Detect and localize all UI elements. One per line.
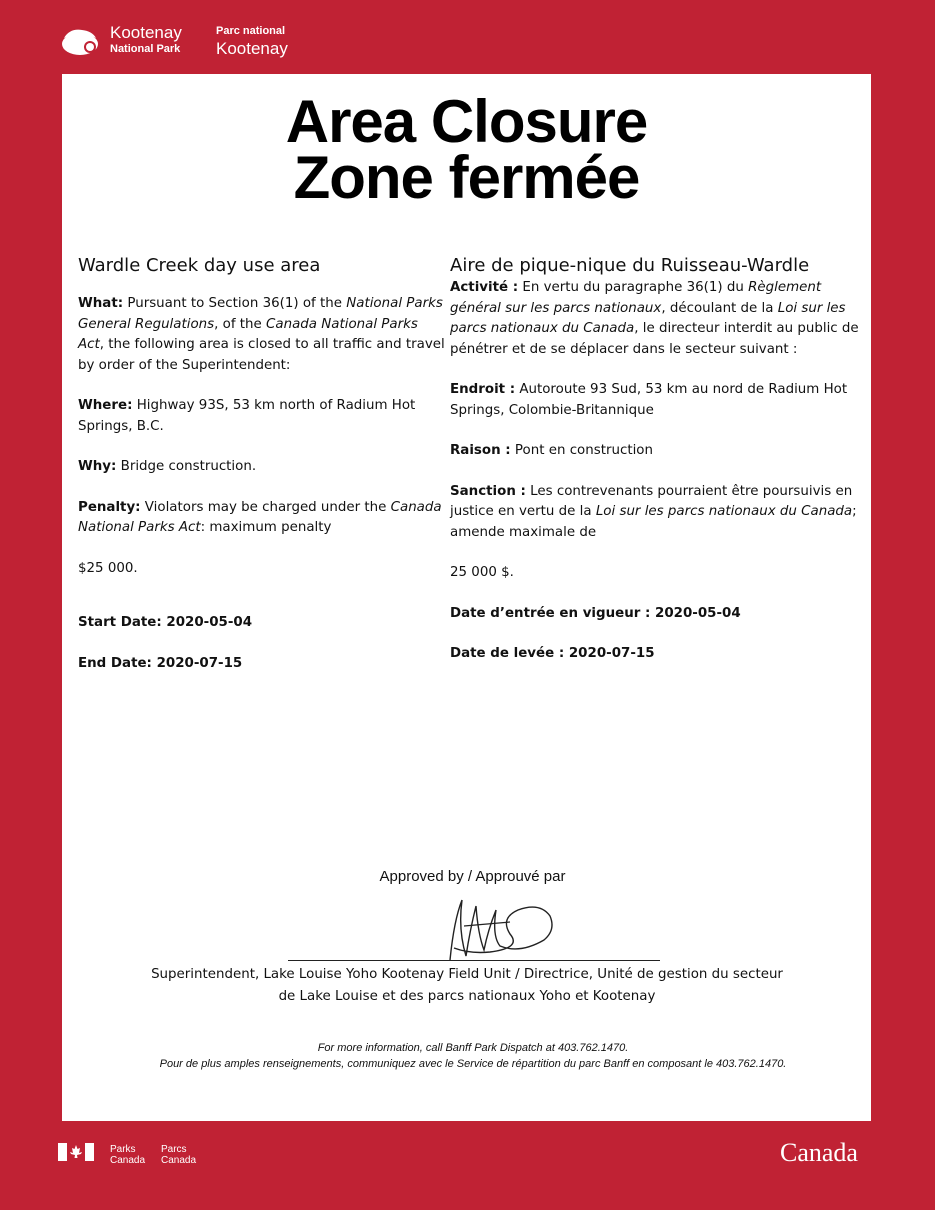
park-en-bottom: National Park xyxy=(110,43,181,55)
english-where xyxy=(78,396,448,437)
french-start-date: Date d’entrée en vigueur : 2020-05-04 xyxy=(450,605,741,621)
activity-text-5: , le directeur interdit au public de pénétrer et de se déplacer dans le secteur suivant : xyxy=(450,321,859,357)
english-penalty xyxy=(78,498,448,539)
park-fr-bottom: Kootenay xyxy=(216,39,288,58)
parks-canada-fr xyxy=(161,1144,196,1166)
activity-label: Activité : xyxy=(450,280,519,295)
parks-en-2: Canada xyxy=(110,1155,146,1166)
parks-en-1: Parks xyxy=(110,1144,136,1155)
notice-title xyxy=(62,88,871,211)
canada-wordmark: Canada xyxy=(780,1138,858,1167)
info-french: Pour de plus amples renseignements, communiquez avec le Service de répartition du parc Banff en composant le 403.762.1470. xyxy=(159,1058,787,1070)
park-name-french xyxy=(216,26,288,57)
park-en-top: Kootenay xyxy=(110,23,182,42)
signature-icon xyxy=(440,890,560,970)
french-column xyxy=(450,254,862,685)
sanction-act: Loi sur les parcs nationaux du Canada xyxy=(595,504,853,519)
raison-label: Raison : xyxy=(450,443,511,458)
english-end-date: End Date: 2020-07-15 xyxy=(78,655,243,671)
approved-by: Approved by / Approuvé par xyxy=(379,868,566,885)
superintendent-line-2: de Lake Louise et des parcs nationaux Yoho et Kootenay xyxy=(278,989,656,1004)
park-fr-top: Parc national xyxy=(216,25,286,37)
english-heading: Wardle Creek day use area xyxy=(78,255,321,276)
parks-fr-2: Canada xyxy=(161,1155,197,1166)
sanction-text-1: Les contrevenants pourraient être poursuivis en justice en vertu de la xyxy=(450,483,853,519)
where-text: Highway 93S, 53 km north of Radium Hot Springs, B.C. xyxy=(78,398,416,434)
parks-canada-en xyxy=(110,1144,145,1166)
activity-text-1: En vertu du paragraphe 36(1) du xyxy=(518,280,749,295)
french-activity xyxy=(450,278,862,360)
title-french: Zone fermée xyxy=(293,144,640,211)
raison-text: Pont en construction xyxy=(510,443,653,458)
english-what xyxy=(78,294,448,376)
french-why xyxy=(450,441,862,462)
activity-text-3: , découlant de la xyxy=(661,300,778,316)
english-column xyxy=(78,254,448,694)
canada-flag-icon xyxy=(58,1143,94,1161)
activity-regulations: Règlement général sur les parcs nationaux xyxy=(450,280,822,316)
signature-line xyxy=(288,960,660,961)
beaver-logo-icon xyxy=(58,24,102,58)
superintendent-line-1: Superintendent, Lake Louise Yoho Kootenay Field Unit / Directrice, Unité de gestion du secteur xyxy=(151,967,783,982)
sanction-label: Sanction : xyxy=(450,483,526,499)
park-name-english xyxy=(110,24,182,55)
what-text-3: , of the xyxy=(214,316,267,332)
french-heading: Aire de pique-nique du Ruisseau-Wardle xyxy=(450,255,810,276)
english-why xyxy=(78,457,448,478)
more-information xyxy=(62,1040,884,1072)
why-text: Bridge construction. xyxy=(116,459,257,474)
french-end-date: Date de levée : 2020-07-15 xyxy=(450,646,655,661)
french-penalty-amount: 25 000 $. xyxy=(450,565,514,580)
penalty-act: Canada National Parks Act xyxy=(78,499,442,535)
title-english: Area Closure xyxy=(285,88,648,155)
superintendent-title xyxy=(62,964,872,1008)
penalty-text-1: Violators may be charged under the xyxy=(140,499,391,515)
french-penalty xyxy=(450,482,862,544)
notice-panel xyxy=(62,74,871,1121)
english-penalty-amount: $25 000. xyxy=(78,560,138,576)
parks-fr-1: Parcs xyxy=(161,1144,187,1155)
penalty-text-3: : maximum penalty xyxy=(200,520,332,535)
endroit-label: Endroit : xyxy=(450,382,516,397)
what-text-5: , the following area is closed to all traffic and travel by order of the Superintendent: xyxy=(78,337,445,373)
french-where xyxy=(450,380,862,421)
where-label: Where: xyxy=(78,398,133,413)
why-label: Why: xyxy=(78,459,117,474)
penalty-label: Penalty: xyxy=(78,499,141,515)
endroit-text: Autoroute 93 Sud, 53 km au nord de Radium Hot Springs, Colombie-Britannique xyxy=(450,382,848,418)
what-act: Canada National Parks Act xyxy=(78,316,418,352)
what-label: What: xyxy=(78,296,124,311)
what-text-1: Pursuant to Section 36(1) of the xyxy=(123,296,347,311)
what-regulations: National Parks General Regulations xyxy=(78,296,443,332)
info-english: For more information, call Banff Park Dispatch at 403.762.1470. xyxy=(317,1042,629,1054)
activity-act: Loi sur les parcs nationaux du Canada xyxy=(450,300,846,336)
english-start-date: Start Date: 2020-05-04 xyxy=(78,615,253,630)
sanction-text-3: ; amende maximale de xyxy=(450,504,857,540)
